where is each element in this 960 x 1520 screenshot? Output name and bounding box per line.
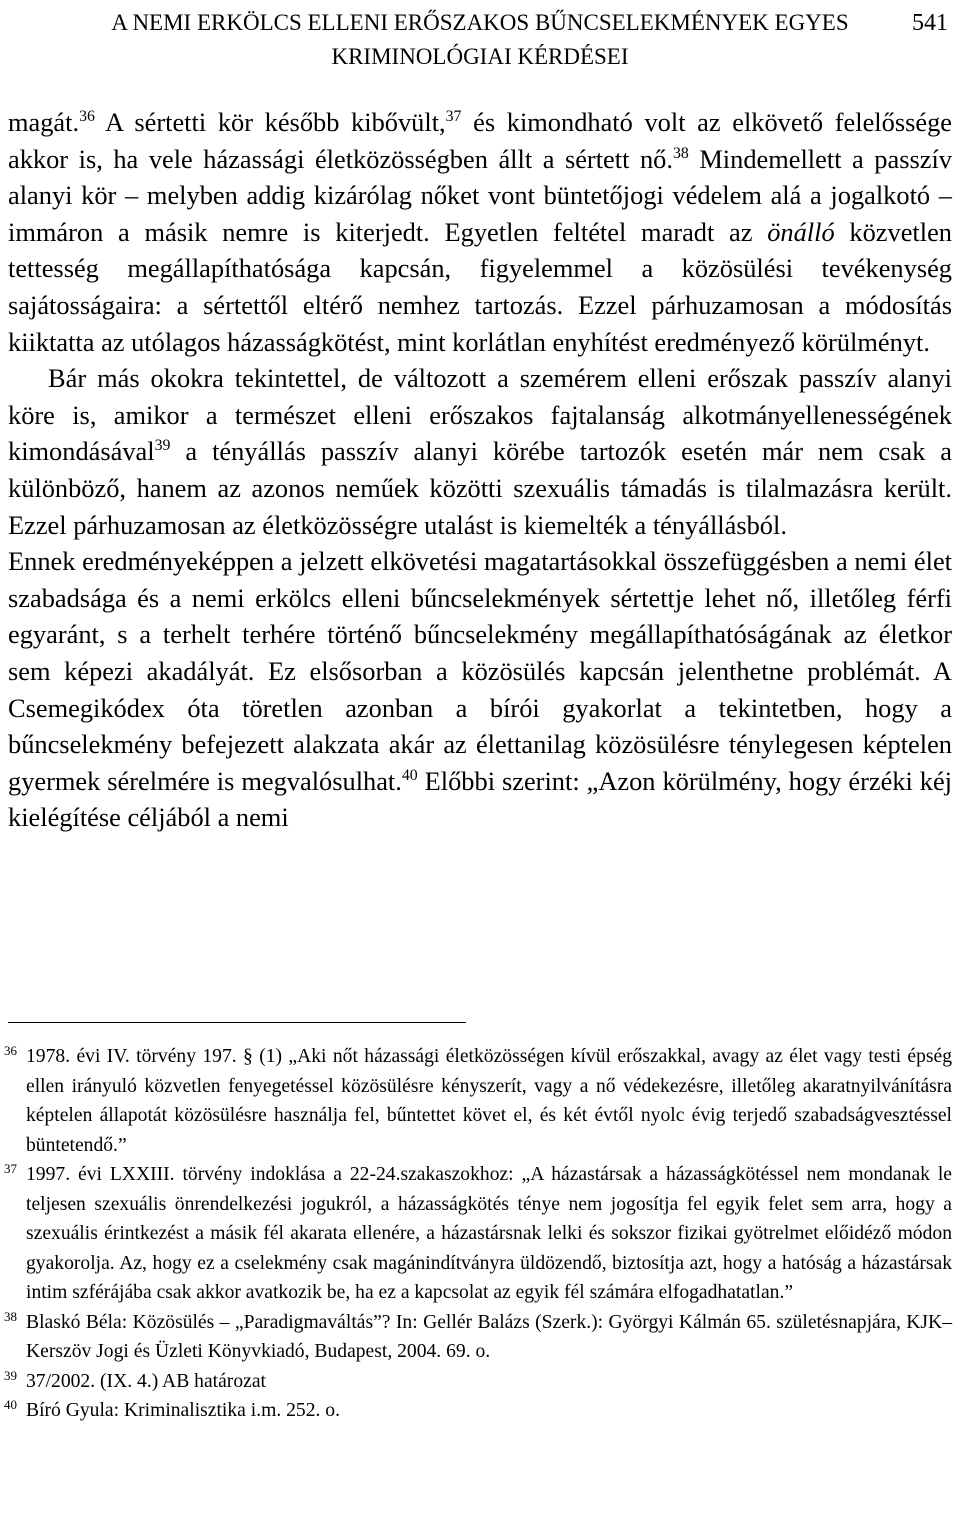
footnote-ref-38[interactable]: 38 [672, 144, 689, 162]
footnote-text: 37/2002. (IX. 4.) AB határozat [26, 1370, 266, 1392]
footnote-ref-37[interactable]: 37 [445, 108, 462, 126]
footnote-36 [4, 1042, 952, 1160]
text-run: Előbbi szerint: „Azon körülmény, hogy érzéki kéj kielégítése céljából a nemi [8, 765, 953, 833]
running-header [8, 6, 952, 74]
text-run: Mindemellett a passzív alanyi kör – melyben addig kizárólag nőket vont büntetőjogi védelem alá a jogalkotó – immáron a másik nemre is kiterjedt. Egyetlen feltétel maradt az [8, 143, 953, 247]
footnote-ref-36[interactable]: 36 [79, 108, 95, 126]
footnote-39 [4, 1367, 952, 1397]
footnote-separator [8, 1022, 466, 1023]
text-run: Ennek eredményeképpen a jelzett elkövetési magatartásokkal összefüggésben a nemi élet szabadsága és a nemi erkölcs elleni bűncselekmények sértettje lehet nő, illetőleg férfi egyaránt, s a terhelt terhére történő bűncselekmény megállapíthatóságának az életkor sem képezi akadályát. Ez elsősorban a közösülés kapcsán jelenthetne problémát. A Csemegikódex óta töretlen azonban a bírói gyakorlat a tekintetben, hogy a bűncselekmény befejezett alakzata akár az élettanilag közösülésre ténylegesen képtelen gyermek sérelmére is megvalósulhat. [8, 546, 952, 796]
footnote-text: Blaskó Béla: Közösülés – „Paradigmaváltás”? In: Gellér Balázs (Szerk.): Györgyi Kálmán 65. születésnapjára, KJK–Kerszöv Jogi és Üzleti Könyvkiadó, Budapest, 2004. 69. o. [26, 1311, 952, 1362]
footnote-ref-39[interactable]: 39 [154, 437, 171, 455]
paragraph-2 [8, 360, 952, 543]
footnote-ref-40[interactable]: 40 [401, 766, 418, 784]
footnote-40 [4, 1396, 952, 1426]
text-run: és kimondható volt az elkövető felelőssége akkor is, ha vele házassági életközösségben állt a sértett nő. [8, 107, 952, 174]
paragraph-1 [8, 104, 952, 360]
emphasis-text: önálló [767, 216, 835, 247]
footnote-number: 38 [4, 1308, 17, 1324]
text-run: A sértetti kör később kibővült, [94, 107, 446, 137]
footnote-number: 40 [4, 1397, 17, 1412]
text-run: Bár más okokra tekintettel, de változott a szemérem elleni erőszak passzív alanyi köre is, amikor a természet elleni erőszakos fajtalanság alkotmányellenességének kimondásával [8, 363, 952, 467]
text-run: magát. [8, 107, 80, 137]
text-run: a tényállás passzív alanyi körébe tartozók esetén már nem csak a különböző, hanem az azonos neműek közötti szexuális támadás is tilalmazásra került. Ezzel párhuzamosan az életközösségre utalást is kiemelték a tényállásból. [8, 436, 952, 540]
paragraph-3 [8, 543, 952, 836]
body-text [8, 104, 952, 836]
footnotes [4, 1042, 952, 1426]
footnote-text: 1978. évi IV. törvény 197. § (1) „Aki nőt házassági életközösségen kívül erőszakkal, avagy az élet vagy testi épség ellen irányuló közvetlen fenyegetéssel közösülésre kényszerít, vagy a nő védekezésre, illetőleg akaratnyilvánításra képtelen állapotát közösülésre használja fel, bűntettet követ el, és két évtől nyolc évig terjedő szabadságvesztéssel büntetendő.” [26, 1046, 952, 1156]
footnote-number: 36 [4, 1043, 17, 1058]
footnote-38 [4, 1308, 952, 1367]
footnote-37 [4, 1160, 952, 1308]
running-title: A NEMI ERKÖLCS ELLENI ERŐSZAKOS BŰNCSELEKMÉNYEK EGYES KRIMINOLÓGIAI KÉRDÉSEI [111, 10, 849, 69]
footnote-text: 1997. évi LXXIII. törvény indoklása a 22-24.szakaszokhoz: „A házastársak a házasságkötéssel nem mondanak le teljesen szexuális önrendelkezési jogukról, a házasságkötés ténye nem jogosítja fel egyik felet sem arra, hogy a szexuális érintkezést a másik fél akarata ellenére, a házastársnak lelki és sokszor fizikai gyötrelmet előidéző módon gyakorolja. Az, hogy ez a cselekmény csak magánindítványra üldözendő, biztosítja azt, hogy a hatóság a házastársak intim szférájába csak akkor avatkozik be, ha ez a kapcsolat az egyik fél számára elfogadhatatlan.” [26, 1164, 952, 1303]
page-number: 541 [912, 10, 948, 36]
footnote-number: 39 [4, 1367, 17, 1383]
text-run: közvetlen tettesség megállapíthatósága kapcsán, figyelemmel a közösülési tevékenység sajátosságaira: a sértettől eltérő nemhez tartozás. Ezzel párhuzamosan a módosítás kiiktatta az utólagos házasságkötést, mint korlátlan enyhítést eredményező körülményt. [8, 216, 952, 357]
footnote-text: Bíró Gyula: Kriminalisztika i.m. 252. o. [26, 1400, 341, 1421]
footnote-number: 37 [4, 1161, 17, 1176]
